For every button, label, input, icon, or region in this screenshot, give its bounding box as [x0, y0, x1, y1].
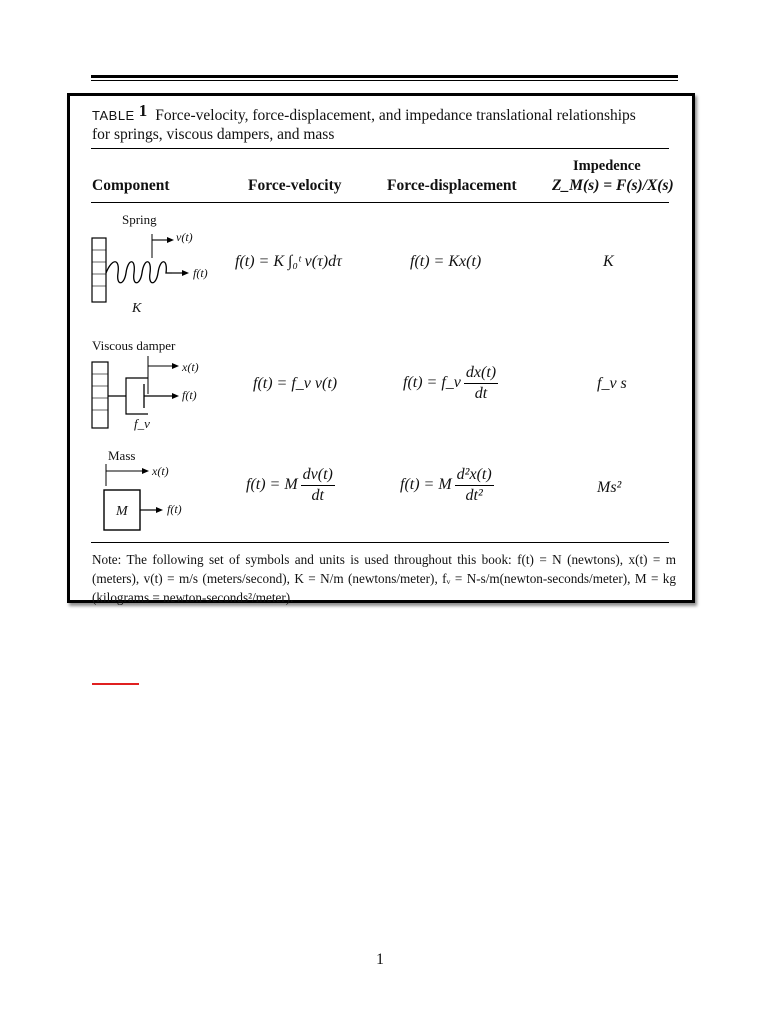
- header-top-rule: [91, 148, 669, 149]
- spring-force-velocity: f(t) = K ∫₀ᵗ v(τ)dτ: [235, 253, 342, 270]
- header-bottom-rule: [91, 202, 669, 203]
- damper-f-label: f(t): [182, 388, 197, 402]
- mass-fd-numerator: d²x(t): [455, 466, 494, 486]
- damper-fd-fraction: [464, 364, 498, 403]
- header-impedance-title: Impedence: [573, 158, 641, 174]
- red-underline-mark: [92, 683, 139, 685]
- mass-fv-prefix: f(t) = M: [246, 476, 298, 494]
- mass-fv-numerator: dv(t): [301, 466, 335, 486]
- spring-v-label: v(t): [176, 230, 193, 244]
- mass-force-velocity: [246, 466, 335, 505]
- mass-impedance: Ms²: [597, 479, 622, 496]
- mass-fv-denominator: dt: [311, 487, 324, 504]
- damper-fv-label: f_v: [134, 416, 150, 431]
- table-label: TABLE: [92, 108, 135, 123]
- caption-line-1: Force-velocity, force-displacement, and impedance translational relationships: [155, 107, 636, 124]
- spring-name: Spring: [122, 212, 157, 227]
- mass-f-label: f(t): [167, 502, 182, 516]
- mass-fd-denominator: dt²: [465, 487, 483, 504]
- damper-fd-prefix: f(t) = f_v: [403, 374, 461, 392]
- damper-fd-denominator: dt: [474, 385, 488, 402]
- table-number: 1: [138, 101, 148, 120]
- mass-fv-fraction: [301, 466, 335, 505]
- damper-force-displacement: [403, 364, 498, 403]
- spring-diagram: [90, 228, 230, 318]
- note-rule: [91, 542, 669, 543]
- mass-m-label: M: [116, 504, 128, 519]
- damper-name: Viscous damper: [92, 338, 176, 353]
- mass-force-displacement: [400, 466, 494, 505]
- spring-f-label: f(t): [193, 266, 208, 280]
- damper-impedance: f_v s: [597, 375, 627, 392]
- mass-name: Mass: [108, 448, 136, 463]
- caption-line-2: for springs, viscous dampers, and mass: [92, 126, 335, 143]
- mass-fd-prefix: f(t) = M: [400, 476, 452, 494]
- top-rule: [91, 75, 678, 78]
- mass-x-label: x(t): [152, 464, 169, 478]
- damper-diagram: [90, 354, 230, 434]
- header-component: Component: [92, 177, 170, 194]
- spring-impedance: K: [603, 253, 614, 270]
- table-note: Note: The following set of symbols and units is used throughout this book: f(t) = N (newtons), x(t) = m (meters), v(t) = m/s (meters/second), K = N/m (newtons/meter), fᵥ = N-s/m(newton-seconds/meter), M = kg (kilograms = newton-seconds²/meter).: [92, 552, 676, 605]
- header-force-displacement: Force-displacement: [387, 177, 517, 194]
- damper-x-label: x(t): [182, 360, 199, 374]
- spring-force-displacement: f(t) = Kx(t): [410, 253, 482, 270]
- table-caption: [92, 101, 682, 144]
- table-figure: [67, 93, 695, 603]
- page-number: 1: [376, 951, 384, 968]
- header-force-velocity: Force-velocity: [248, 177, 342, 194]
- damper-force-velocity: f(t) = f_v v(t): [253, 375, 338, 392]
- header-impedance-formula: Z_M(s) = F(s)/X(s): [552, 177, 674, 194]
- mass-fd-fraction: [455, 466, 494, 505]
- top-rule-thin: [91, 80, 678, 81]
- spring-k-label: K: [132, 301, 142, 316]
- damper-fd-numerator: dx(t): [464, 364, 498, 384]
